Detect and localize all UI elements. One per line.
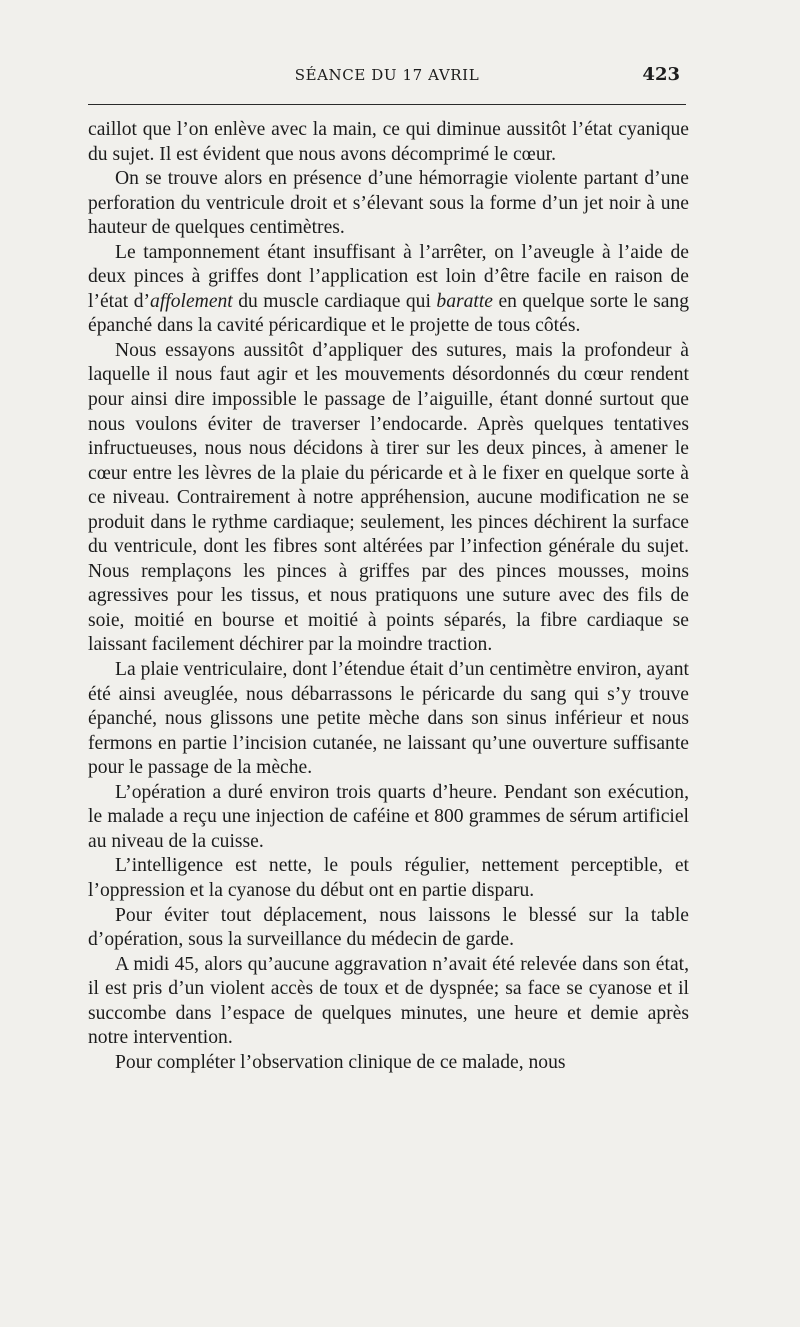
paragraph: caillot que l’on enlève avec la main, ce qui diminue aussitôt l’état cyanique du sujet. Il est évident que nous avons décomprimé le cœur. — [88, 119, 689, 165]
paragraph: L’opération a duré environ trois quarts d’heure. Pendant son exécution, le malade a reçu une injection de caféine et 800 grammes de sérum artificiel au niveau de la cuisse. — [88, 781, 689, 852]
running-title: SÉANCE DU 17 AVRIL — [294, 66, 480, 84]
paragraph: On se trouve alors en présence d’une hémorragie violente partant d’une perforation du ventricule droit et s’élevant sous la forme d’un jet noir à une hauteur de quelques centimètres. — [88, 168, 689, 239]
paragraph-text: en quelque sorte le sang épanché dans la cavité péricardique et le projette de tous côtés. — [88, 290, 689, 337]
paragraph: A midi 45, alors qu’aucune aggravation n’avait été relevée dans son état, il est pris d’un violent accès de toux et de dyspnée; sa face se cyanose et il succombe dans l’espace de quelques minutes, une heure et demie après notre intervention. — [88, 953, 689, 1049]
italic-word: affolement — [150, 290, 233, 312]
paragraph: Pour compléter l’observation clinique de ce malade, nous — [115, 1051, 566, 1073]
body-text — [88, 118, 689, 1075]
paragraph-text: du muscle cardiaque qui — [232, 290, 437, 312]
paragraph: Pour éviter tout déplacement, nous laissons le blessé sur la table d’opération, sous la surveillance du médecin de garde. — [88, 904, 689, 951]
paragraph-text: Le tamponnement étant insuffisant à l’arrêter, on l’aveugle à l’aide de deux pinces à griffes dont l’application est loin d’être facile en raison de l’état d’ — [88, 241, 689, 312]
page-number: 423 — [642, 64, 680, 85]
paragraph — [88, 241, 689, 339]
paragraph: Nous essayons aussitôt d’appliquer des sutures, mais la profondeur à laquelle il nous faut agir et les mouvements désordonnés du cœur rendent pour ainsi dire impossible le passage de l’aiguille, étant donné surtout que nous voulons éviter de traverser l’endocarde. Après quelques tentatives infructueuses, nous nous décidons à tirer sur les deux pinces, à amener le cœur entre les lèvres de la plaie du péricarde et à le fixer en quelque sorte à ce niveau. Contrairement à notre appréhension, aucune modification ne se produit dans le rythme cardiaque; seulement, les pinces déchirent la surface du ventricule, dont les fibres sont altérées par l’infection générale du sujet. Nous remplaçons les pinces à griffes par des pinces mousses, moins agressives pour les tissus, et nous pratiquons une suture avec des fils de soie, moitié en bourse et moitié à points séparés, la fibre cardiaque se laissant facilement déchirer par la moindre traction. — [88, 339, 689, 656]
italic-word: baratte — [436, 290, 493, 312]
paragraph: L’intelligence est nette, le pouls régulier, nettement perceptible, et l’oppression et la cyanose du début ont en partie disparu. — [88, 855, 689, 901]
page-header — [88, 60, 686, 105]
paragraph: La plaie ventriculaire, dont l’étendue était d’un centimètre environ, ayant été ainsi aveuglée, nous débarrassons le péricarde du sang qui s’y trouve épanché, nous glissons une petite mèche dans son sinus inférieur et nous fermons en partie l’incision cutanée, ne laissant qu’une ouverture suffisante pour le passage de la mèche. — [88, 659, 689, 779]
